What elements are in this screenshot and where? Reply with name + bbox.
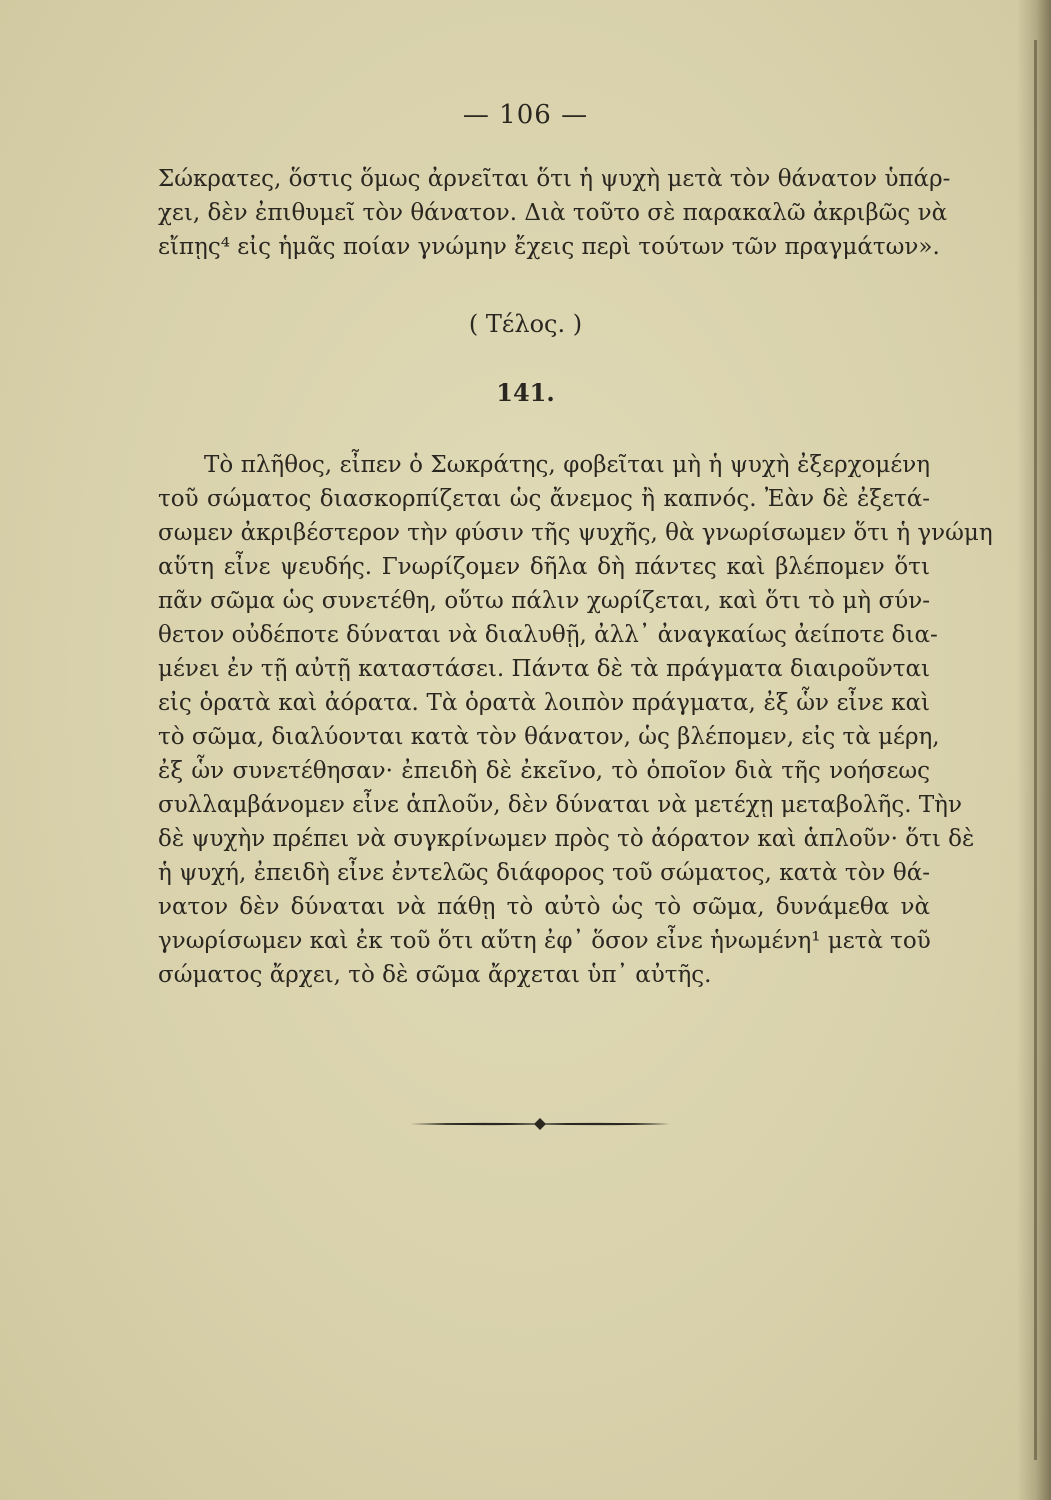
- end-ornament-divider: [408, 1116, 672, 1132]
- end-note: ( Τέλος. ): [468, 310, 583, 338]
- binding-edge: [1034, 40, 1037, 1460]
- paragraph-1: [158, 162, 951, 264]
- text-line: σωμεν ἀκριβέστερον τὴν φύσιν τῆς ψυχῆς, θὰ γνωρίσωμεν ὅτι ἡ γνώμη: [158, 520, 993, 546]
- text-line: θετον οὐδέποτε δύναται νὰ διαλυθῇ, ἀλλ᾽ ἀναγκαίως ἀείποτε δια-: [158, 622, 938, 648]
- text-line: δὲ ψυχὴν πρέπει νὰ συγκρίνωμεν πρὸς τὸ ἀόρατον καὶ ἁπλοῦν· ὅτι δὲ: [158, 826, 975, 852]
- page-number: — 106 —: [462, 100, 589, 130]
- text-line: αὕτη εἶνε ψευδής. Γνωρίζομεν δῆλα δὴ πάντες καὶ βλέπομεν ὅτι: [158, 554, 930, 580]
- paragraph-2: [158, 448, 993, 992]
- text-line: τὸ σῶμα, διαλύονται κατὰ τὸν θάνατον, ὡς βλέπομεν, εἰς τὰ μέρη,: [158, 724, 940, 750]
- paragraph-continued: [158, 162, 951, 264]
- text-line: ἐξ ὧν συνετέθησαν· ἐπειδὴ δὲ ἐκεῖνο, τὸ ὁποῖον διὰ τῆς νοήσεως: [158, 758, 930, 784]
- text-line: εἴπῃς⁴ εἰς ἡμᾶς ποίαν γνώμην ἔχεις περὶ τούτων τῶν πραγμάτων».: [158, 234, 940, 260]
- text-line: γνωρίσωμεν καὶ ἐκ τοῦ ὅτι αὕτη ἐφ᾽ ὅσον εἶνε ἡνωμένη¹ μετὰ τοῦ: [158, 928, 931, 954]
- text-line: τοῦ σώματος διασκορπίζεται ὡς ἄνεμος ἢ καπνός. Ἐὰν δὲ ἐξετά-: [158, 486, 930, 512]
- text-line: νατον δὲν δύναται νὰ πάθῃ τὸ αὐτὸ ὡς τὸ σῶμα, δυνάμεθα νὰ: [158, 894, 930, 920]
- text-line: εἰς ὁρατὰ καὶ ἀόρατα. Τὰ ὁρατὰ λοιπὸν πράγματα, ἐξ ὧν εἶνε καὶ: [158, 690, 930, 716]
- text-line: ἡ ψυχή, ἐπειδὴ εἶνε ἐντελῶς διάφορος τοῦ σώματος, κατὰ τὸν θά-: [158, 860, 930, 886]
- section-body: [158, 448, 993, 992]
- text-line: σώματος ἄρχει, τὸ δὲ σῶμα ἄρχεται ὑπ᾽ αὐτῆς.: [158, 962, 712, 988]
- section-number: 141.: [496, 378, 555, 407]
- text-line: Τὸ πλῆθος, εἶπεν ὁ Σωκράτης, φοβεῖται μὴ ἡ ψυχὴ ἐξερχομένη: [204, 452, 930, 478]
- text-line: Σώκρατες, ὅστις ὅμως ἀρνεῖται ὅτι ἡ ψυχὴ μετὰ τὸν θάνατον ὑπάρ-: [158, 166, 951, 192]
- text-line: μένει ἐν τῇ αὐτῇ καταστάσει. Πάντα δὲ τὰ πράγματα διαιροῦνται: [158, 656, 930, 682]
- text-line: πᾶν σῶμα ὡς συνετέθη, οὕτω πάλιν χωρίζεται, καὶ ὅτι τὸ μὴ σύν-: [158, 588, 930, 614]
- text-line: συλλαμβάνομεν εἶνε ἁπλοῦν, δὲν δύναται νὰ μετέχῃ μεταβολῆς. Τὴν: [158, 792, 962, 818]
- text-line: χει, δὲν ἐπιθυμεῖ τὸν θάνατον. Διὰ τοῦτο σὲ παρακαλῶ ἀκριβῶς νὰ: [158, 200, 948, 226]
